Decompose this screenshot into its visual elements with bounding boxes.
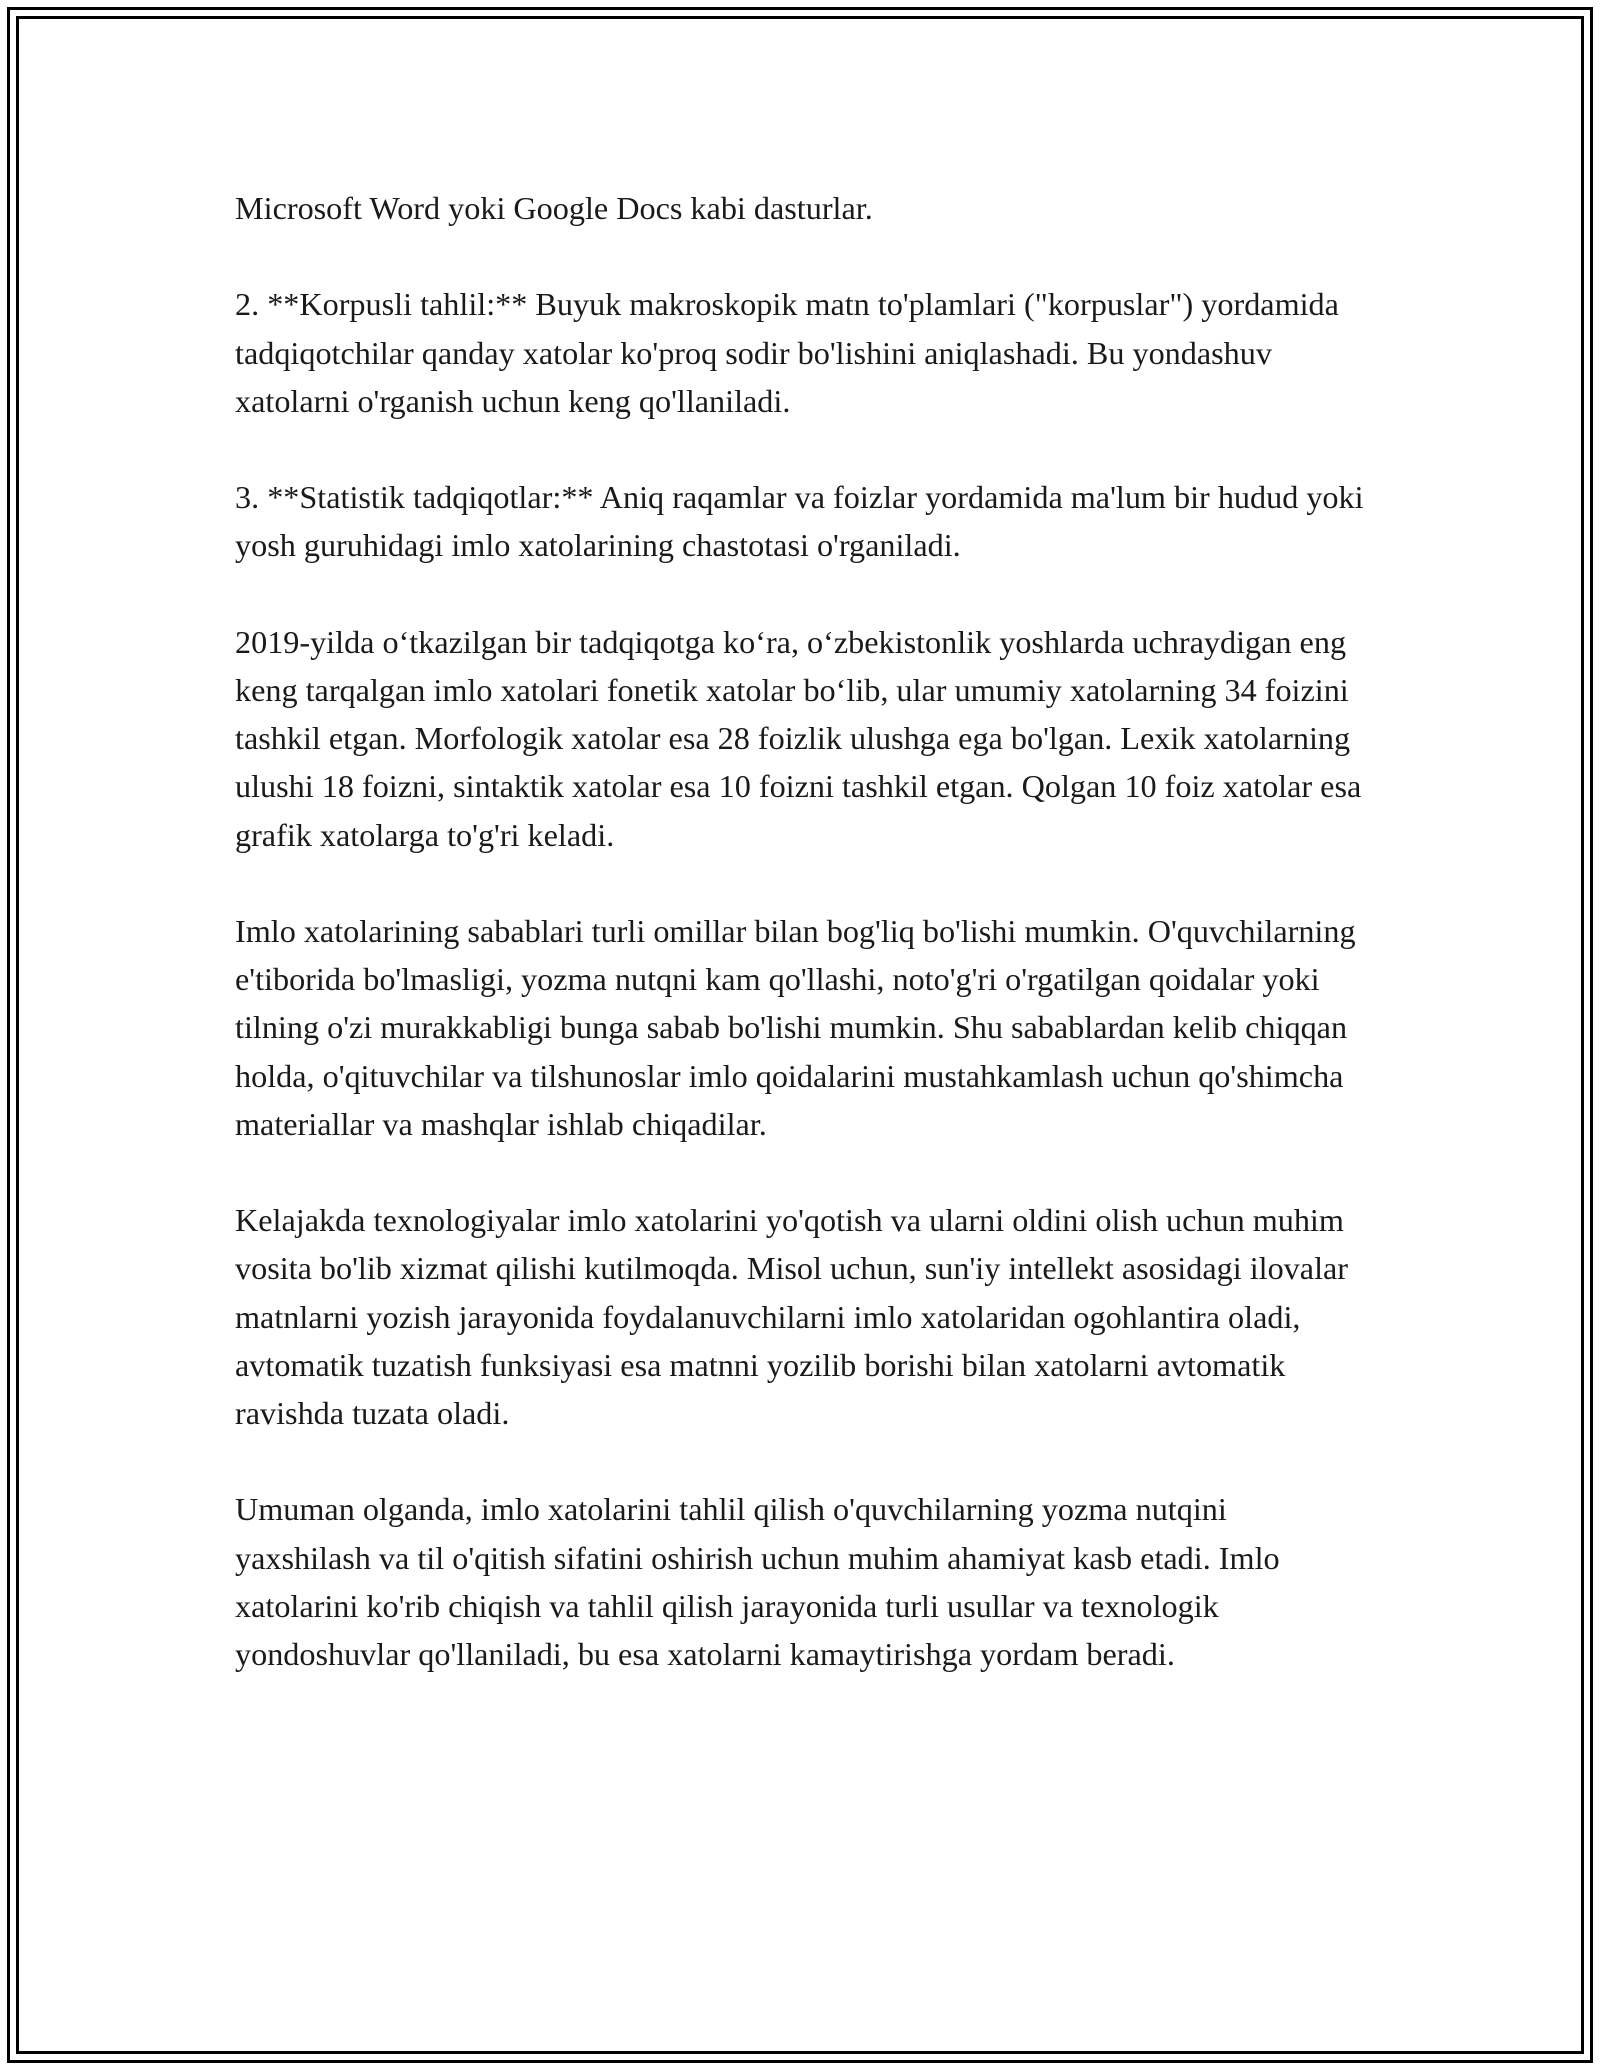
paragraph-research-statistics: 2019-yilda o‘tkazilgan bir tadqiqotga ko‘ra, o‘zbekistonlik yoshlarda uchraydigan eng keng tarqalgan imlo xatolari fonetik xatolar bo‘lib, ular umumiy xatolarning 34 foizini tashkil etgan. Morfologik xatolar esa 28 foizlik ulushga ega bo'lgan. Lexik xatolarning ulushi 18 foizni, sintaktik xatolar esa 10 foizni tashkil etgan. Qolgan 10 foiz xatolar esa grafik xatolarga to'g'ri keladi. xyxy=(235,623,1362,853)
paragraph-future-technology: Kelajakda texnologiyalar imlo xatolarini yo'qotish va ularni oldini olish uchun muhim vosita bo'lib xizmat qilishi kutilmoqda. Misol uchun, sun'iy intellekt asosidagi ilovalar matnlarni yozish jarayonida foydalanuvchilarni imlo xatolaridan ogohlantira oladi, avtomatik tuzatish funksiyasi esa matnni yozilib borishi bilan xatolarni avtomatik ravishda tuzata oladi. xyxy=(235,1202,1349,1431)
paragraph-conclusion: Umuman olganda, imlo xatolarini tahlil qilish o'quvchilarning yozma nutqini yaxshilash va til o'qitish sifatini oshirish uchun muhim ahamiyat kasb etadi. Imlo xatolarini ko'rib chiqish va tahlil qilish jarayonida turli usullar va texnologik yondoshuvlar qo'llaniladi, bu esa xatolarni kamaytirishga yordam beradi. xyxy=(235,1491,1280,1672)
paragraph-korpusli-tahlil: 2. **Korpusli tahlil:** Buyuk makroskopik matn to'plamlari ("korpuslar") yordamida tadqiqotchilar qanday xatolar ko'proq sodir bo'lishini aniqlashadi. Bu yondashuv xatolarni o'rganish uchun keng qo'llaniladi. xyxy=(235,286,1339,419)
paragraph-statistik-tadqiqotlar: 3. **Statistik tadqiqotlar:** Aniq raqamlar va foizlar yordamida ma'lum bir hudud yoki yosh guruhidagi imlo xatolarining chastotasi o'rganiladi. xyxy=(235,479,1364,564)
paragraph-continuation: Microsoft Word yoki Google Docs kabi dasturlar. xyxy=(235,190,873,226)
document-body xyxy=(235,184,1365,1678)
paragraph-error-causes: Imlo xatolarining sabablari turli omillar bilan bog'liq bo'lishi mumkin. O'quvchilarning e'tiborida bo'lmasligi, yozma nutqni kam qo'llashi, noto'g'ri o'rgatilgan qoidalar yoki tilning o'zi murakkabligi bunga sabab bo'lishi mumkin. Shu sabablardan kelib chiqqan holda, o'qituvchilar va tilshunoslar imlo qoidalarini mustahkamlash uchun qo'shimcha materiallar va mashqlar ishlab chiqadilar. xyxy=(235,912,1356,1142)
